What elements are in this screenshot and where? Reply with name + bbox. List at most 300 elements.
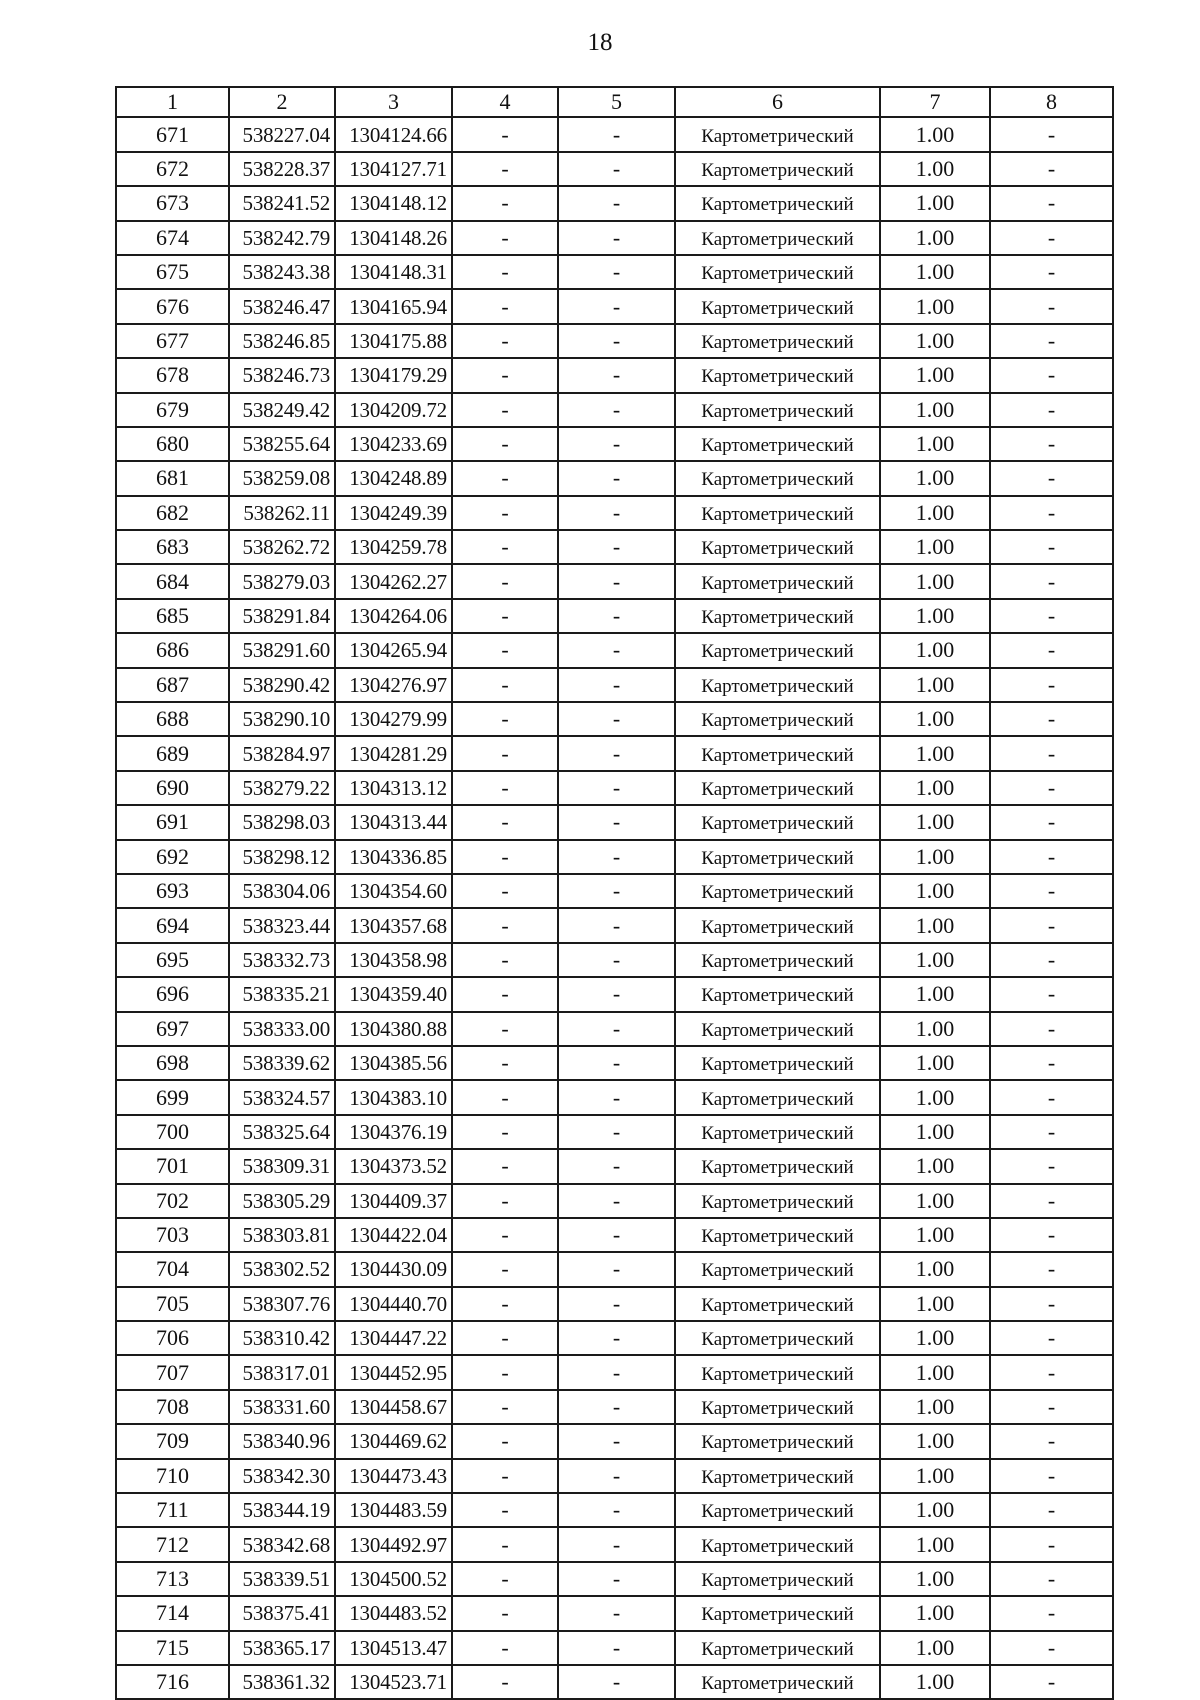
accuracy-cell: 1.00 xyxy=(880,805,990,839)
x-coordinate-cell: 538375.41 xyxy=(229,1596,335,1630)
column-8-cell: - xyxy=(990,1390,1113,1424)
column-5-cell: - xyxy=(558,1390,675,1424)
column-5-cell: - xyxy=(558,702,675,736)
column-8-cell: - xyxy=(990,1355,1113,1389)
y-coordinate-cell: 1304313.44 xyxy=(335,805,452,839)
accuracy-cell: 1.00 xyxy=(880,221,990,255)
point-number-cell: 692 xyxy=(116,840,229,874)
method-cell: Картометрический xyxy=(675,461,880,495)
table-row xyxy=(116,152,1113,186)
column-4-cell: - xyxy=(452,1252,558,1286)
column-8-cell: - xyxy=(990,1012,1113,1046)
column-8-cell: - xyxy=(990,1149,1113,1183)
column-4-cell: - xyxy=(452,1046,558,1080)
column-8-cell: - xyxy=(990,152,1113,186)
accuracy-cell: 1.00 xyxy=(880,1562,990,1596)
accuracy-cell: 1.00 xyxy=(880,1493,990,1527)
table-row xyxy=(116,393,1113,427)
y-coordinate-cell: 1304440.70 xyxy=(335,1287,452,1321)
column-5-cell: - xyxy=(558,461,675,495)
x-coordinate-cell: 538335.21 xyxy=(229,977,335,1011)
column-4-cell: - xyxy=(452,1424,558,1458)
accuracy-cell: 1.00 xyxy=(880,1355,990,1389)
x-coordinate-cell: 538342.68 xyxy=(229,1527,335,1561)
x-coordinate-cell: 538279.03 xyxy=(229,564,335,598)
table-row xyxy=(116,427,1113,461)
column-5-cell: - xyxy=(558,1080,675,1114)
method-cell: Картометрический xyxy=(675,702,880,736)
x-coordinate-cell: 538246.73 xyxy=(229,358,335,392)
column-4-cell: - xyxy=(452,1665,558,1699)
method-cell: Картометрический xyxy=(675,1149,880,1183)
y-coordinate-cell: 1304148.12 xyxy=(335,186,452,220)
column-header: 5 xyxy=(558,87,675,117)
method-cell: Картометрический xyxy=(675,1459,880,1493)
column-8-cell: - xyxy=(990,1493,1113,1527)
y-coordinate-cell: 1304385.56 xyxy=(335,1046,452,1080)
column-4-cell: - xyxy=(452,289,558,323)
point-number-cell: 707 xyxy=(116,1355,229,1389)
method-cell: Картометрический xyxy=(675,530,880,564)
method-cell: Картометрический xyxy=(675,1665,880,1699)
method-cell: Картометрический xyxy=(675,1321,880,1355)
method-cell: Картометрический xyxy=(675,324,880,358)
point-number-cell: 675 xyxy=(116,255,229,289)
column-5-cell: - xyxy=(558,668,675,702)
column-8-cell: - xyxy=(990,324,1113,358)
x-coordinate-cell: 538361.32 xyxy=(229,1665,335,1699)
column-5-cell: - xyxy=(558,358,675,392)
point-number-cell: 705 xyxy=(116,1287,229,1321)
accuracy-cell: 1.00 xyxy=(880,908,990,942)
column-4-cell: - xyxy=(452,1184,558,1218)
column-8-cell: - xyxy=(990,117,1113,151)
method-cell: Картометрический xyxy=(675,840,880,874)
point-number-cell: 695 xyxy=(116,943,229,977)
column-5-cell: - xyxy=(558,289,675,323)
point-number-cell: 701 xyxy=(116,1149,229,1183)
y-coordinate-cell: 1304500.52 xyxy=(335,1562,452,1596)
column-5-cell: - xyxy=(558,1184,675,1218)
table-row xyxy=(116,1252,1113,1286)
column-5-cell: - xyxy=(558,840,675,874)
column-5-cell: - xyxy=(558,1012,675,1046)
x-coordinate-cell: 538241.52 xyxy=(229,186,335,220)
column-8-cell: - xyxy=(990,289,1113,323)
y-coordinate-cell: 1304376.19 xyxy=(335,1115,452,1149)
point-number-cell: 715 xyxy=(116,1631,229,1665)
column-5-cell: - xyxy=(558,221,675,255)
column-8-cell: - xyxy=(990,1252,1113,1286)
method-cell: Картометрический xyxy=(675,633,880,667)
method-cell: Картометрический xyxy=(675,908,880,942)
x-coordinate-cell: 538333.00 xyxy=(229,1012,335,1046)
x-coordinate-cell: 538331.60 xyxy=(229,1390,335,1424)
point-number-cell: 678 xyxy=(116,358,229,392)
table-row xyxy=(116,358,1113,392)
column-4-cell: - xyxy=(452,943,558,977)
method-cell: Картометрический xyxy=(675,358,880,392)
y-coordinate-cell: 1304483.52 xyxy=(335,1596,452,1630)
accuracy-cell: 1.00 xyxy=(880,599,990,633)
x-coordinate-cell: 538332.73 xyxy=(229,943,335,977)
point-number-cell: 716 xyxy=(116,1665,229,1699)
x-coordinate-cell: 538246.85 xyxy=(229,324,335,358)
accuracy-cell: 1.00 xyxy=(880,1390,990,1424)
column-header: 8 xyxy=(990,87,1113,117)
x-coordinate-cell: 538279.22 xyxy=(229,771,335,805)
column-5-cell: - xyxy=(558,255,675,289)
column-4-cell: - xyxy=(452,427,558,461)
column-4-cell: - xyxy=(452,358,558,392)
column-8-cell: - xyxy=(990,943,1113,977)
accuracy-cell: 1.00 xyxy=(880,1424,990,1458)
accuracy-cell: 1.00 xyxy=(880,668,990,702)
table-row xyxy=(116,633,1113,667)
accuracy-cell: 1.00 xyxy=(880,633,990,667)
column-8-cell: - xyxy=(990,1527,1113,1561)
method-cell: Картометрический xyxy=(675,1115,880,1149)
point-number-cell: 712 xyxy=(116,1527,229,1561)
column-8-cell: - xyxy=(990,1424,1113,1458)
table-row xyxy=(116,1012,1113,1046)
y-coordinate-cell: 1304380.88 xyxy=(335,1012,452,1046)
accuracy-cell: 1.00 xyxy=(880,874,990,908)
method-cell: Картометрический xyxy=(675,1184,880,1218)
column-8-cell: - xyxy=(990,1218,1113,1252)
point-number-cell: 681 xyxy=(116,461,229,495)
table-row xyxy=(116,1631,1113,1665)
x-coordinate-cell: 538298.03 xyxy=(229,805,335,839)
column-5-cell: - xyxy=(558,1321,675,1355)
x-coordinate-cell: 538310.42 xyxy=(229,1321,335,1355)
accuracy-cell: 1.00 xyxy=(880,702,990,736)
column-8-cell: - xyxy=(990,668,1113,702)
accuracy-cell: 1.00 xyxy=(880,1287,990,1321)
column-8-cell: - xyxy=(990,496,1113,530)
method-cell: Картометрический xyxy=(675,1562,880,1596)
table-row xyxy=(116,1287,1113,1321)
point-number-cell: 686 xyxy=(116,633,229,667)
column-8-cell: - xyxy=(990,840,1113,874)
y-coordinate-cell: 1304492.97 xyxy=(335,1527,452,1561)
y-coordinate-cell: 1304430.09 xyxy=(335,1252,452,1286)
column-header: 4 xyxy=(452,87,558,117)
column-5-cell: - xyxy=(558,736,675,770)
y-coordinate-cell: 1304483.59 xyxy=(335,1493,452,1527)
column-4-cell: - xyxy=(452,702,558,736)
column-8-cell: - xyxy=(990,908,1113,942)
column-4-cell: - xyxy=(452,186,558,220)
accuracy-cell: 1.00 xyxy=(880,427,990,461)
column-4-cell: - xyxy=(452,874,558,908)
method-cell: Картометрический xyxy=(675,736,880,770)
column-4-cell: - xyxy=(452,117,558,151)
column-4-cell: - xyxy=(452,1493,558,1527)
point-number-cell: 699 xyxy=(116,1080,229,1114)
table-body xyxy=(116,117,1113,1699)
accuracy-cell: 1.00 xyxy=(880,1012,990,1046)
x-coordinate-cell: 538259.08 xyxy=(229,461,335,495)
accuracy-cell: 1.00 xyxy=(880,324,990,358)
method-cell: Картометрический xyxy=(675,427,880,461)
accuracy-cell: 1.00 xyxy=(880,977,990,1011)
column-5-cell: - xyxy=(558,805,675,839)
column-4-cell: - xyxy=(452,1012,558,1046)
point-number-cell: 693 xyxy=(116,874,229,908)
column-8-cell: - xyxy=(990,1596,1113,1630)
table-row xyxy=(116,1459,1113,1493)
x-coordinate-cell: 538325.64 xyxy=(229,1115,335,1149)
column-8-cell: - xyxy=(990,530,1113,564)
method-cell: Картометрический xyxy=(675,1355,880,1389)
column-8-cell: - xyxy=(990,1184,1113,1218)
point-number-cell: 696 xyxy=(116,977,229,1011)
x-coordinate-cell: 538284.97 xyxy=(229,736,335,770)
method-cell: Картометрический xyxy=(675,393,880,427)
column-8-cell: - xyxy=(990,1046,1113,1080)
column-4-cell: - xyxy=(452,1562,558,1596)
y-coordinate-cell: 1304458.67 xyxy=(335,1390,452,1424)
column-8-cell: - xyxy=(990,805,1113,839)
method-cell: Картометрический xyxy=(675,1493,880,1527)
column-4-cell: - xyxy=(452,840,558,874)
table-row xyxy=(116,117,1113,151)
table-row xyxy=(116,1046,1113,1080)
column-header: 1 xyxy=(116,87,229,117)
column-4-cell: - xyxy=(452,564,558,598)
column-8-cell: - xyxy=(990,427,1113,461)
x-coordinate-cell: 538246.47 xyxy=(229,289,335,323)
table-row xyxy=(116,840,1113,874)
x-coordinate-cell: 538324.57 xyxy=(229,1080,335,1114)
column-5-cell: - xyxy=(558,1149,675,1183)
y-coordinate-cell: 1304233.69 xyxy=(335,427,452,461)
table-row xyxy=(116,530,1113,564)
table-row xyxy=(116,805,1113,839)
column-5-cell: - xyxy=(558,1527,675,1561)
column-8-cell: - xyxy=(990,771,1113,805)
column-5-cell: - xyxy=(558,427,675,461)
x-coordinate-cell: 538291.60 xyxy=(229,633,335,667)
column-4-cell: - xyxy=(452,1631,558,1665)
y-coordinate-cell: 1304175.88 xyxy=(335,324,452,358)
y-coordinate-cell: 1304249.39 xyxy=(335,496,452,530)
method-cell: Картометрический xyxy=(675,943,880,977)
table-row xyxy=(116,736,1113,770)
column-header: 7 xyxy=(880,87,990,117)
column-4-cell: - xyxy=(452,1321,558,1355)
column-5-cell: - xyxy=(558,1665,675,1699)
point-number-cell: 711 xyxy=(116,1493,229,1527)
table-row xyxy=(116,1424,1113,1458)
x-coordinate-cell: 538339.62 xyxy=(229,1046,335,1080)
point-number-cell: 689 xyxy=(116,736,229,770)
column-5-cell: - xyxy=(558,393,675,427)
column-header: 6 xyxy=(675,87,880,117)
table-row xyxy=(116,1527,1113,1561)
accuracy-cell: 1.00 xyxy=(880,289,990,323)
column-4-cell: - xyxy=(452,1149,558,1183)
method-cell: Картометрический xyxy=(675,221,880,255)
column-8-cell: - xyxy=(990,702,1113,736)
y-coordinate-cell: 1304373.52 xyxy=(335,1149,452,1183)
table-row xyxy=(116,496,1113,530)
table-row xyxy=(116,1493,1113,1527)
accuracy-cell: 1.00 xyxy=(880,736,990,770)
y-coordinate-cell: 1304336.85 xyxy=(335,840,452,874)
accuracy-cell: 1.00 xyxy=(880,358,990,392)
column-8-cell: - xyxy=(990,461,1113,495)
column-8-cell: - xyxy=(990,874,1113,908)
column-4-cell: - xyxy=(452,255,558,289)
table-row xyxy=(116,1115,1113,1149)
column-4-cell: - xyxy=(452,736,558,770)
coordinates-table xyxy=(115,86,1114,1700)
method-cell: Картометрический xyxy=(675,1218,880,1252)
point-number-cell: 680 xyxy=(116,427,229,461)
table-row xyxy=(116,1218,1113,1252)
point-number-cell: 714 xyxy=(116,1596,229,1630)
column-4-cell: - xyxy=(452,805,558,839)
point-number-cell: 684 xyxy=(116,564,229,598)
y-coordinate-cell: 1304262.27 xyxy=(335,564,452,598)
accuracy-cell: 1.00 xyxy=(880,1596,990,1630)
point-number-cell: 676 xyxy=(116,289,229,323)
table-row xyxy=(116,221,1113,255)
column-8-cell: - xyxy=(990,1321,1113,1355)
accuracy-cell: 1.00 xyxy=(880,461,990,495)
column-5-cell: - xyxy=(558,1252,675,1286)
column-4-cell: - xyxy=(452,771,558,805)
column-4-cell: - xyxy=(452,668,558,702)
x-coordinate-cell: 538290.10 xyxy=(229,702,335,736)
method-cell: Картометрический xyxy=(675,1596,880,1630)
x-coordinate-cell: 538365.17 xyxy=(229,1631,335,1665)
x-coordinate-cell: 538228.37 xyxy=(229,152,335,186)
column-5-cell: - xyxy=(558,1424,675,1458)
accuracy-cell: 1.00 xyxy=(880,1321,990,1355)
method-cell: Картометрический xyxy=(675,1046,880,1080)
column-5-cell: - xyxy=(558,564,675,598)
column-5-cell: - xyxy=(558,117,675,151)
accuracy-cell: 1.00 xyxy=(880,152,990,186)
column-8-cell: - xyxy=(990,358,1113,392)
x-coordinate-cell: 538340.96 xyxy=(229,1424,335,1458)
point-number-cell: 702 xyxy=(116,1184,229,1218)
accuracy-cell: 1.00 xyxy=(880,1527,990,1561)
point-number-cell: 698 xyxy=(116,1046,229,1080)
y-coordinate-cell: 1304281.29 xyxy=(335,736,452,770)
column-8-cell: - xyxy=(990,1080,1113,1114)
y-coordinate-cell: 1304209.72 xyxy=(335,393,452,427)
page-number: 18 xyxy=(587,29,613,56)
point-number-cell: 679 xyxy=(116,393,229,427)
column-5-cell: - xyxy=(558,186,675,220)
column-5-cell: - xyxy=(558,633,675,667)
x-coordinate-cell: 538262.72 xyxy=(229,530,335,564)
column-8-cell: - xyxy=(990,1287,1113,1321)
x-coordinate-cell: 538302.52 xyxy=(229,1252,335,1286)
y-coordinate-cell: 1304354.60 xyxy=(335,874,452,908)
point-number-cell: 674 xyxy=(116,221,229,255)
column-4-cell: - xyxy=(452,1596,558,1630)
accuracy-cell: 1.00 xyxy=(880,393,990,427)
accuracy-cell: 1.00 xyxy=(880,1046,990,1080)
column-5-cell: - xyxy=(558,1115,675,1149)
accuracy-cell: 1.00 xyxy=(880,1080,990,1114)
y-coordinate-cell: 1304127.71 xyxy=(335,152,452,186)
column-8-cell: - xyxy=(990,255,1113,289)
table-row xyxy=(116,255,1113,289)
x-coordinate-cell: 538305.29 xyxy=(229,1184,335,1218)
x-coordinate-cell: 538290.42 xyxy=(229,668,335,702)
column-4-cell: - xyxy=(452,977,558,1011)
accuracy-cell: 1.00 xyxy=(880,840,990,874)
method-cell: Картометрический xyxy=(675,289,880,323)
column-5-cell: - xyxy=(558,874,675,908)
x-coordinate-cell: 538323.44 xyxy=(229,908,335,942)
table-row xyxy=(116,1355,1113,1389)
accuracy-cell: 1.00 xyxy=(880,564,990,598)
accuracy-cell: 1.00 xyxy=(880,1459,990,1493)
point-number-cell: 704 xyxy=(116,1252,229,1286)
x-coordinate-cell: 538339.51 xyxy=(229,1562,335,1596)
column-4-cell: - xyxy=(452,1115,558,1149)
table-row xyxy=(116,1184,1113,1218)
method-cell: Картометрический xyxy=(675,1424,880,1458)
column-8-cell: - xyxy=(990,977,1113,1011)
column-4-cell: - xyxy=(452,1390,558,1424)
point-number-cell: 694 xyxy=(116,908,229,942)
point-number-cell: 687 xyxy=(116,668,229,702)
y-coordinate-cell: 1304422.04 xyxy=(335,1218,452,1252)
y-coordinate-cell: 1304148.31 xyxy=(335,255,452,289)
method-cell: Картометрический xyxy=(675,1287,880,1321)
x-coordinate-cell: 538242.79 xyxy=(229,221,335,255)
y-coordinate-cell: 1304513.47 xyxy=(335,1631,452,1665)
column-5-cell: - xyxy=(558,1459,675,1493)
x-coordinate-cell: 538249.42 xyxy=(229,393,335,427)
column-5-cell: - xyxy=(558,1046,675,1080)
accuracy-cell: 1.00 xyxy=(880,530,990,564)
point-number-cell: 708 xyxy=(116,1390,229,1424)
column-5-cell: - xyxy=(558,1562,675,1596)
point-number-cell: 700 xyxy=(116,1115,229,1149)
column-4-cell: - xyxy=(452,1459,558,1493)
column-5-cell: - xyxy=(558,1355,675,1389)
point-number-cell: 688 xyxy=(116,702,229,736)
method-cell: Картометрический xyxy=(675,668,880,702)
column-4-cell: - xyxy=(452,393,558,427)
point-number-cell: 710 xyxy=(116,1459,229,1493)
point-number-cell: 703 xyxy=(116,1218,229,1252)
column-5-cell: - xyxy=(558,496,675,530)
x-coordinate-cell: 538309.31 xyxy=(229,1149,335,1183)
method-cell: Картометрический xyxy=(675,977,880,1011)
table-row xyxy=(116,1321,1113,1355)
y-coordinate-cell: 1304165.94 xyxy=(335,289,452,323)
table-row xyxy=(116,1596,1113,1630)
point-number-cell: 706 xyxy=(116,1321,229,1355)
method-cell: Картометрический xyxy=(675,805,880,839)
method-cell: Картометрический xyxy=(675,117,880,151)
y-coordinate-cell: 1304248.89 xyxy=(335,461,452,495)
point-number-cell: 682 xyxy=(116,496,229,530)
y-coordinate-cell: 1304473.43 xyxy=(335,1459,452,1493)
y-coordinate-cell: 1304148.26 xyxy=(335,221,452,255)
accuracy-cell: 1.00 xyxy=(880,1631,990,1665)
